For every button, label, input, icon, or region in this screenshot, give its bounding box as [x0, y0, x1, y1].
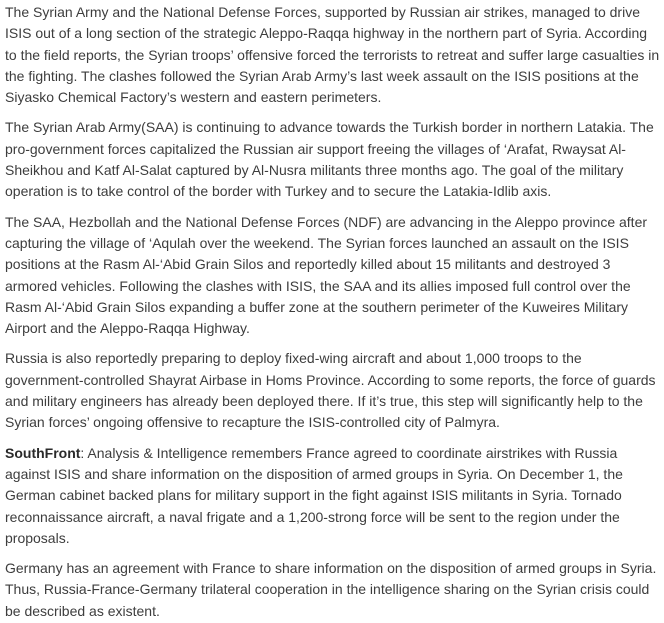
paragraph-latakia-advance: The Syrian Arab Army(SAA) is continuing to advance towards the Turkish border in northern Latakia. The pro-government forces capitalized the Russian air support freeing the villages of ‘Arafat, Rwaysat Al-Sheikhou and Katf Al-Salat captured by Al-Nusra militants three months ago. The goal of the military operation is to take control of the border with Turkey and to secure the Latakia-Idlib axis. — [5, 119, 654, 200]
paragraph-southfront — [5, 443, 660, 549]
southfront-text: : Analysis & Intelligence remembers France agreed to coordinate airstrikes with Russia against ISIS and share information on the disposition of armed groups in Syria. On December 1, the German cabinet backed plans for military support in the fight against ISIS militants in Syria. Tornado reconnaissance aircraft, a naval frigate and a 1,200-strong force will be sent to the region under the proposals. — [5, 444, 623, 546]
paragraph-shayrat-airbase: Russia is also reportedly preparing to deploy fixed-wing aircraft and about 1,000 troops to the government-controlled Shayrat Airbase in Homs Province. According to some reports, the force of guards and military engineers has already been deployed there. If it’s true, this step will significantly help to the Syrian forces’ ongoing offensive to recapture the ISIS-controlled city of Palmyra. — [5, 350, 656, 431]
paragraph-germany-france: Germany has an agreement with France to share information on the disposition of armed groups in Syria. Thus, Russia-France-Germany trilateral cooperation in the intelligence sharing on the Syrian crisis could be described as existent. — [5, 560, 657, 619]
southfront-label: SouthFront — [5, 444, 81, 461]
paragraph-aleppo-province: The SAA, Hezbollah and the National Defense Forces (NDF) are advancing in the Aleppo province after capturing the village of ‘Aqulah over the weekend. The Syrian forces launched an assault on the ISIS positions at the Rasm Al-‘Abid Grain Silos and reportedly killed about 15 militants and destroyed 3 armored vehicles. Following the clashes with ISIS, the SAA and its allies imposed full control over the Rasm Al-‘Abid Grain Silos expanding a buffer zone at the southern perimeter of the Kuweires Military Airport and the Aleppo-Raqqa Highway. — [5, 213, 648, 337]
paragraph-aleppo-raqqa-highway: The Syrian Army and the National Defense Forces, supported by Russian air strikes, managed to drive ISIS out of a long section of the strategic Aleppo-Raqqa highway in the northern part of Syria. According to the field reports, the Syrian troops’ offensive forced the terrorists to retreat and suffer large casualties in the fighting. The clashes followed the Syrian Arab Army’s last week assault on the ISIS positions at the Siyasko Chemical Factory’s western and eastern perimeters. — [5, 4, 660, 106]
